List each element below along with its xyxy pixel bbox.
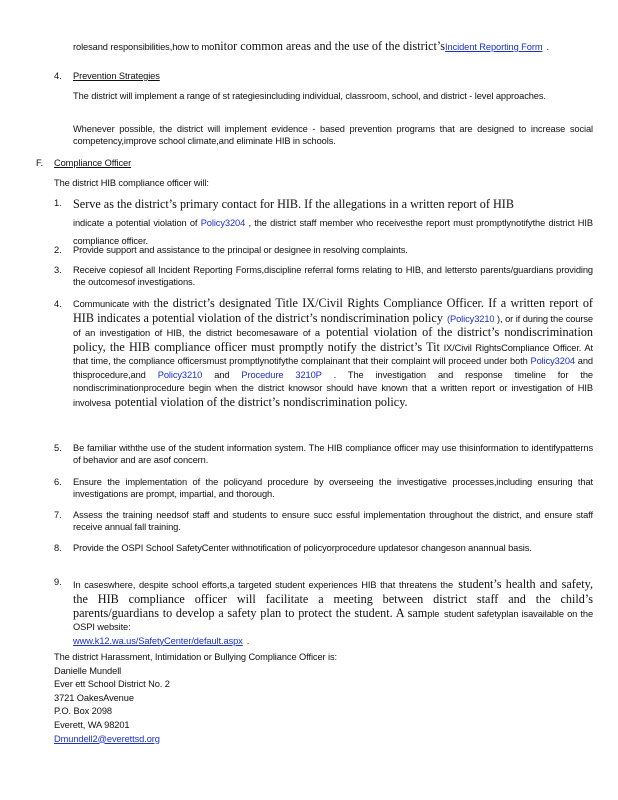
item4-small-d: and thisprocedure,and xyxy=(73,356,593,380)
item4-small-f: . The investigation and response timeline for the nondiscriminationprocedure begin when the district knowsor should have known that a written report or investigation of HIB involvesa xyxy=(73,369,593,408)
contact-street: 3721 OakesAvenue xyxy=(54,692,134,703)
safety-center-link[interactable]: www.k12.wa.us/SafetyCenter/default.aspx xyxy=(73,635,243,646)
contact-email-link[interactable]: Dmundell2@everettsd.org xyxy=(54,733,160,744)
item1-small-b: , the district staff member who receivesthe report must promptlynotifythe district HIB compliance officer. xyxy=(73,218,594,246)
item-number: 5. xyxy=(54,443,62,453)
item-number: 7. xyxy=(54,510,62,520)
item4-small-c: IX/Civil RightsCompliance Officer. At that time, the compliance officersmust promptlynotifythe complainant that their complaint will proceed under both xyxy=(73,342,593,366)
item4-small-e: and xyxy=(202,369,242,380)
top-continuation xyxy=(73,37,593,55)
top-line-small: rolesand responsibilities,how to mo xyxy=(73,42,215,52)
incident-reporting-form-link[interactable]: Incident Reporting Form xyxy=(445,42,543,52)
list-item-6: Ensure the implementation of the policyand procedure by overseeing the investigative processes,including ensuring that investigations are prompt, impartial, and thorough. xyxy=(73,477,593,499)
contact-block xyxy=(54,651,594,746)
section-intro: The district HIB compliance officer will: xyxy=(54,178,209,188)
item9-small-a: In caseswhere, despite school efforts,a targeted student experiences HIB that threatens the xyxy=(73,580,454,590)
list-item-2: Provide support and assistance to the principal or designee in resolving complaints. xyxy=(73,245,408,255)
item1-big: Serve as the district’s primary contact for HIB. If the allegations in a written report of HIB xyxy=(73,197,514,211)
contact-org: Ever ett School District No. 2 xyxy=(54,679,170,690)
list-item-3: Receive copiesof all Incident Reporting Forms,discipline referral forms relating to HIB, and lettersto parents/guardians providing the outcomesof investigations. xyxy=(73,265,593,287)
item-number: 4. xyxy=(54,299,62,309)
prevention-heading: Prevention Strategies xyxy=(73,71,160,81)
list-item-8: Provide the OSPI School SafetyCenter withnotification of policyorprocedure updatesor changeson anannual basis. xyxy=(73,543,532,553)
item-number: 6. xyxy=(54,477,62,487)
list-item-5: Be familiar withthe use of the student information system. The HIB compliance officer may use thisinformation to identifypatterns of behavior and are asof concern. xyxy=(73,443,593,465)
prevention-para-1: The district will implement a range of st rategiesincluding individual, classroom, school, and district - level approaches. xyxy=(73,91,546,101)
procedure-3210p-link[interactable]: Procedure 3210P xyxy=(241,369,322,380)
list-item-9 xyxy=(73,577,593,647)
policy-3204-link[interactable]: Policy3204 xyxy=(200,218,246,228)
item9-period: . xyxy=(246,635,250,646)
item-number: 9. xyxy=(54,577,62,587)
item-number: 3. xyxy=(54,265,62,275)
top-period: . xyxy=(546,42,549,52)
prevention-para-2: Whenever possible, the district will implement evidence - based prevention programs that are designed to increase social competency,improve school climate,and eliminate HIB in schools. xyxy=(73,124,593,146)
contact-name: Danielle Mundell xyxy=(54,665,122,676)
item4-small-b: ), or if during the course of an investigation of HIB, the district becomesaware of a xyxy=(73,313,593,338)
contact-intro: The district Harassment, Intimidation or Bullying Compliance Officer is: xyxy=(54,652,338,662)
section-heading: Compliance Officer xyxy=(54,158,132,168)
policy-3204-link[interactable]: Policy3204 xyxy=(530,356,575,366)
item4-big-a: the district’s designated Title IX/Civil Rights Compliance Officer. If a written report of HIB indicates a potential violation of the district’s nondiscrimination policy xyxy=(73,296,593,325)
item9-big-tail: ple xyxy=(427,608,440,619)
item4-small-a: Communicate with xyxy=(73,299,150,309)
top-line-big: nitor common areas and the use of the district’s xyxy=(214,39,446,53)
list-item-7: Assess the training needsof staff and students to ensure succ essful implementation throughout the district, and ensure staff receive annual fall training. xyxy=(73,510,593,532)
item1-small-a: indicate a potential violation of xyxy=(73,218,201,228)
policy-3210-link[interactable]: (Policy3210 xyxy=(447,313,495,324)
item4-big-c: potential violation of the district’s nondiscrimination policy. xyxy=(114,394,408,409)
item4-big-b: potential violation of the district’s nondiscrimination policy, the HIB compliance officer must promptly notify the district’s Tit xyxy=(73,325,594,354)
item-number: 2. xyxy=(54,245,62,255)
section-letter: F. xyxy=(36,158,44,168)
policy-3210-link[interactable]: Policy3210 xyxy=(157,369,203,380)
list-item-1 xyxy=(73,195,593,249)
contact-city: Everett, WA 98201 xyxy=(54,719,130,730)
prev-item-number: 4. xyxy=(54,71,62,81)
item9-small-b: student safetyplan isavailable on the OSPI website: xyxy=(73,608,594,632)
item-number: 8. xyxy=(54,543,62,553)
item9-big-a: student’s health and safety, the HIB compliance officer will facilitate a meeting between district staff and the child’s parents/guardians to develop a safety plan to protect the student. A sam xyxy=(73,577,593,620)
item-number: 1. xyxy=(54,198,62,208)
contact-pobox: P.O. Box 2098 xyxy=(54,706,112,717)
list-item-4 xyxy=(73,296,593,409)
